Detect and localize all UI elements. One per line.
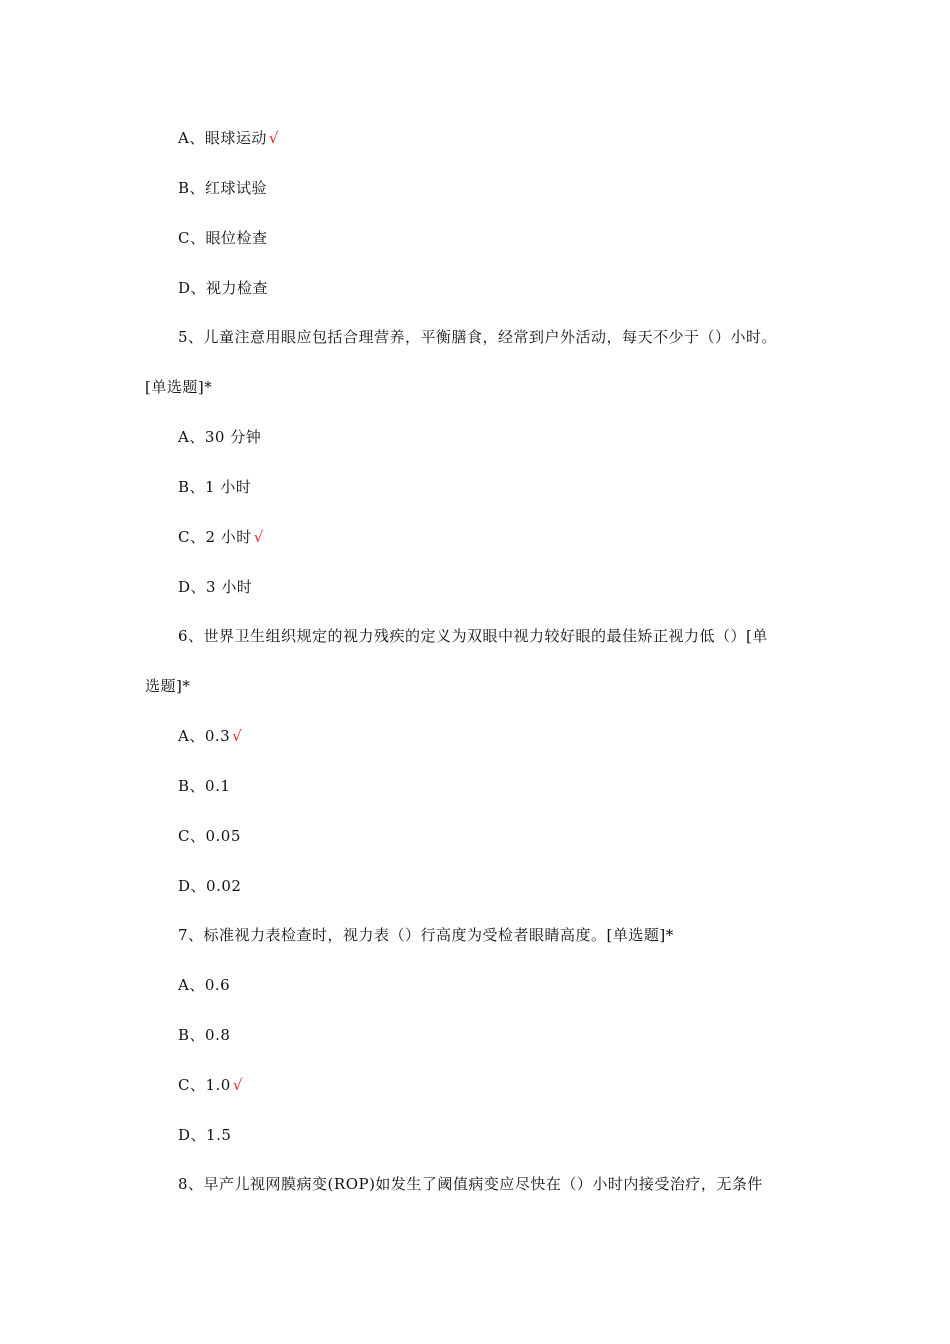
- option-label: B、0.1: [178, 777, 231, 795]
- q7-option-d[interactable]: [178, 1125, 231, 1145]
- option-label: C、0.05: [178, 827, 241, 845]
- q6-question-type: 选题]*: [145, 677, 191, 695]
- q5-option-b[interactable]: [178, 477, 251, 497]
- correct-check-icon: √: [268, 129, 279, 147]
- option-label: B、红球试验: [178, 179, 268, 197]
- q4-option-a[interactable]: [178, 128, 279, 148]
- q6-option-a[interactable]: [178, 726, 242, 746]
- q6-question-text: 6、世界卫生组织规定的视力残疾的定义为双眼中视力较好眼的最佳矫正视力低（）[单: [178, 627, 768, 645]
- q6-option-c[interactable]: [178, 826, 241, 846]
- correct-check-icon: √: [232, 1076, 243, 1094]
- option-label: B、1 小时: [178, 478, 252, 496]
- option-label: D、3 小时: [178, 578, 253, 596]
- q5-option-c[interactable]: [178, 527, 264, 547]
- q4-option-c[interactable]: [178, 228, 267, 248]
- option-label: B、0.8: [178, 1026, 231, 1044]
- option-label: C、1.0: [178, 1076, 231, 1094]
- q5-question-text: 5、儿童注意用眼应包括合理营养，平衡膳食，经常到户外活动，每天不少于（）小时。: [178, 328, 778, 346]
- option-label: D、1.5: [178, 1126, 232, 1144]
- q8-question-text: 8、早产儿视网膜病变(ROP)如发生了阈值病变应尽快在（）小时内接受治疗，无条件: [178, 1175, 763, 1193]
- q7-option-b[interactable]: [178, 1025, 230, 1045]
- q6-option-d[interactable]: [178, 876, 241, 896]
- q6-option-b[interactable]: [178, 776, 230, 796]
- correct-check-icon: √: [232, 727, 243, 745]
- q4-option-d[interactable]: [178, 278, 268, 298]
- option-label: C、2 小时: [178, 528, 252, 546]
- q5-option-d[interactable]: [178, 577, 252, 597]
- option-label: D、视力检查: [178, 279, 269, 297]
- option-label: A、0.6: [178, 976, 231, 994]
- option-label: A、30 分钟: [178, 428, 262, 446]
- option-label: A、0.3: [178, 727, 231, 745]
- q7-option-a[interactable]: [178, 975, 230, 995]
- option-label: A、眼球运动: [178, 129, 267, 147]
- q7-question-text: 7、标准视力表检查时，视力表（）行高度为受检者眼睛高度。[单选题]*: [178, 926, 674, 944]
- correct-check-icon: √: [253, 528, 264, 546]
- q7-option-c[interactable]: [178, 1075, 243, 1095]
- q5-option-a[interactable]: [178, 427, 261, 447]
- option-label: D、0.02: [178, 877, 242, 895]
- q4-option-b[interactable]: [178, 178, 267, 198]
- option-label: C、眼位检查: [178, 229, 268, 247]
- q5-question-type: [单选题]*: [145, 378, 213, 396]
